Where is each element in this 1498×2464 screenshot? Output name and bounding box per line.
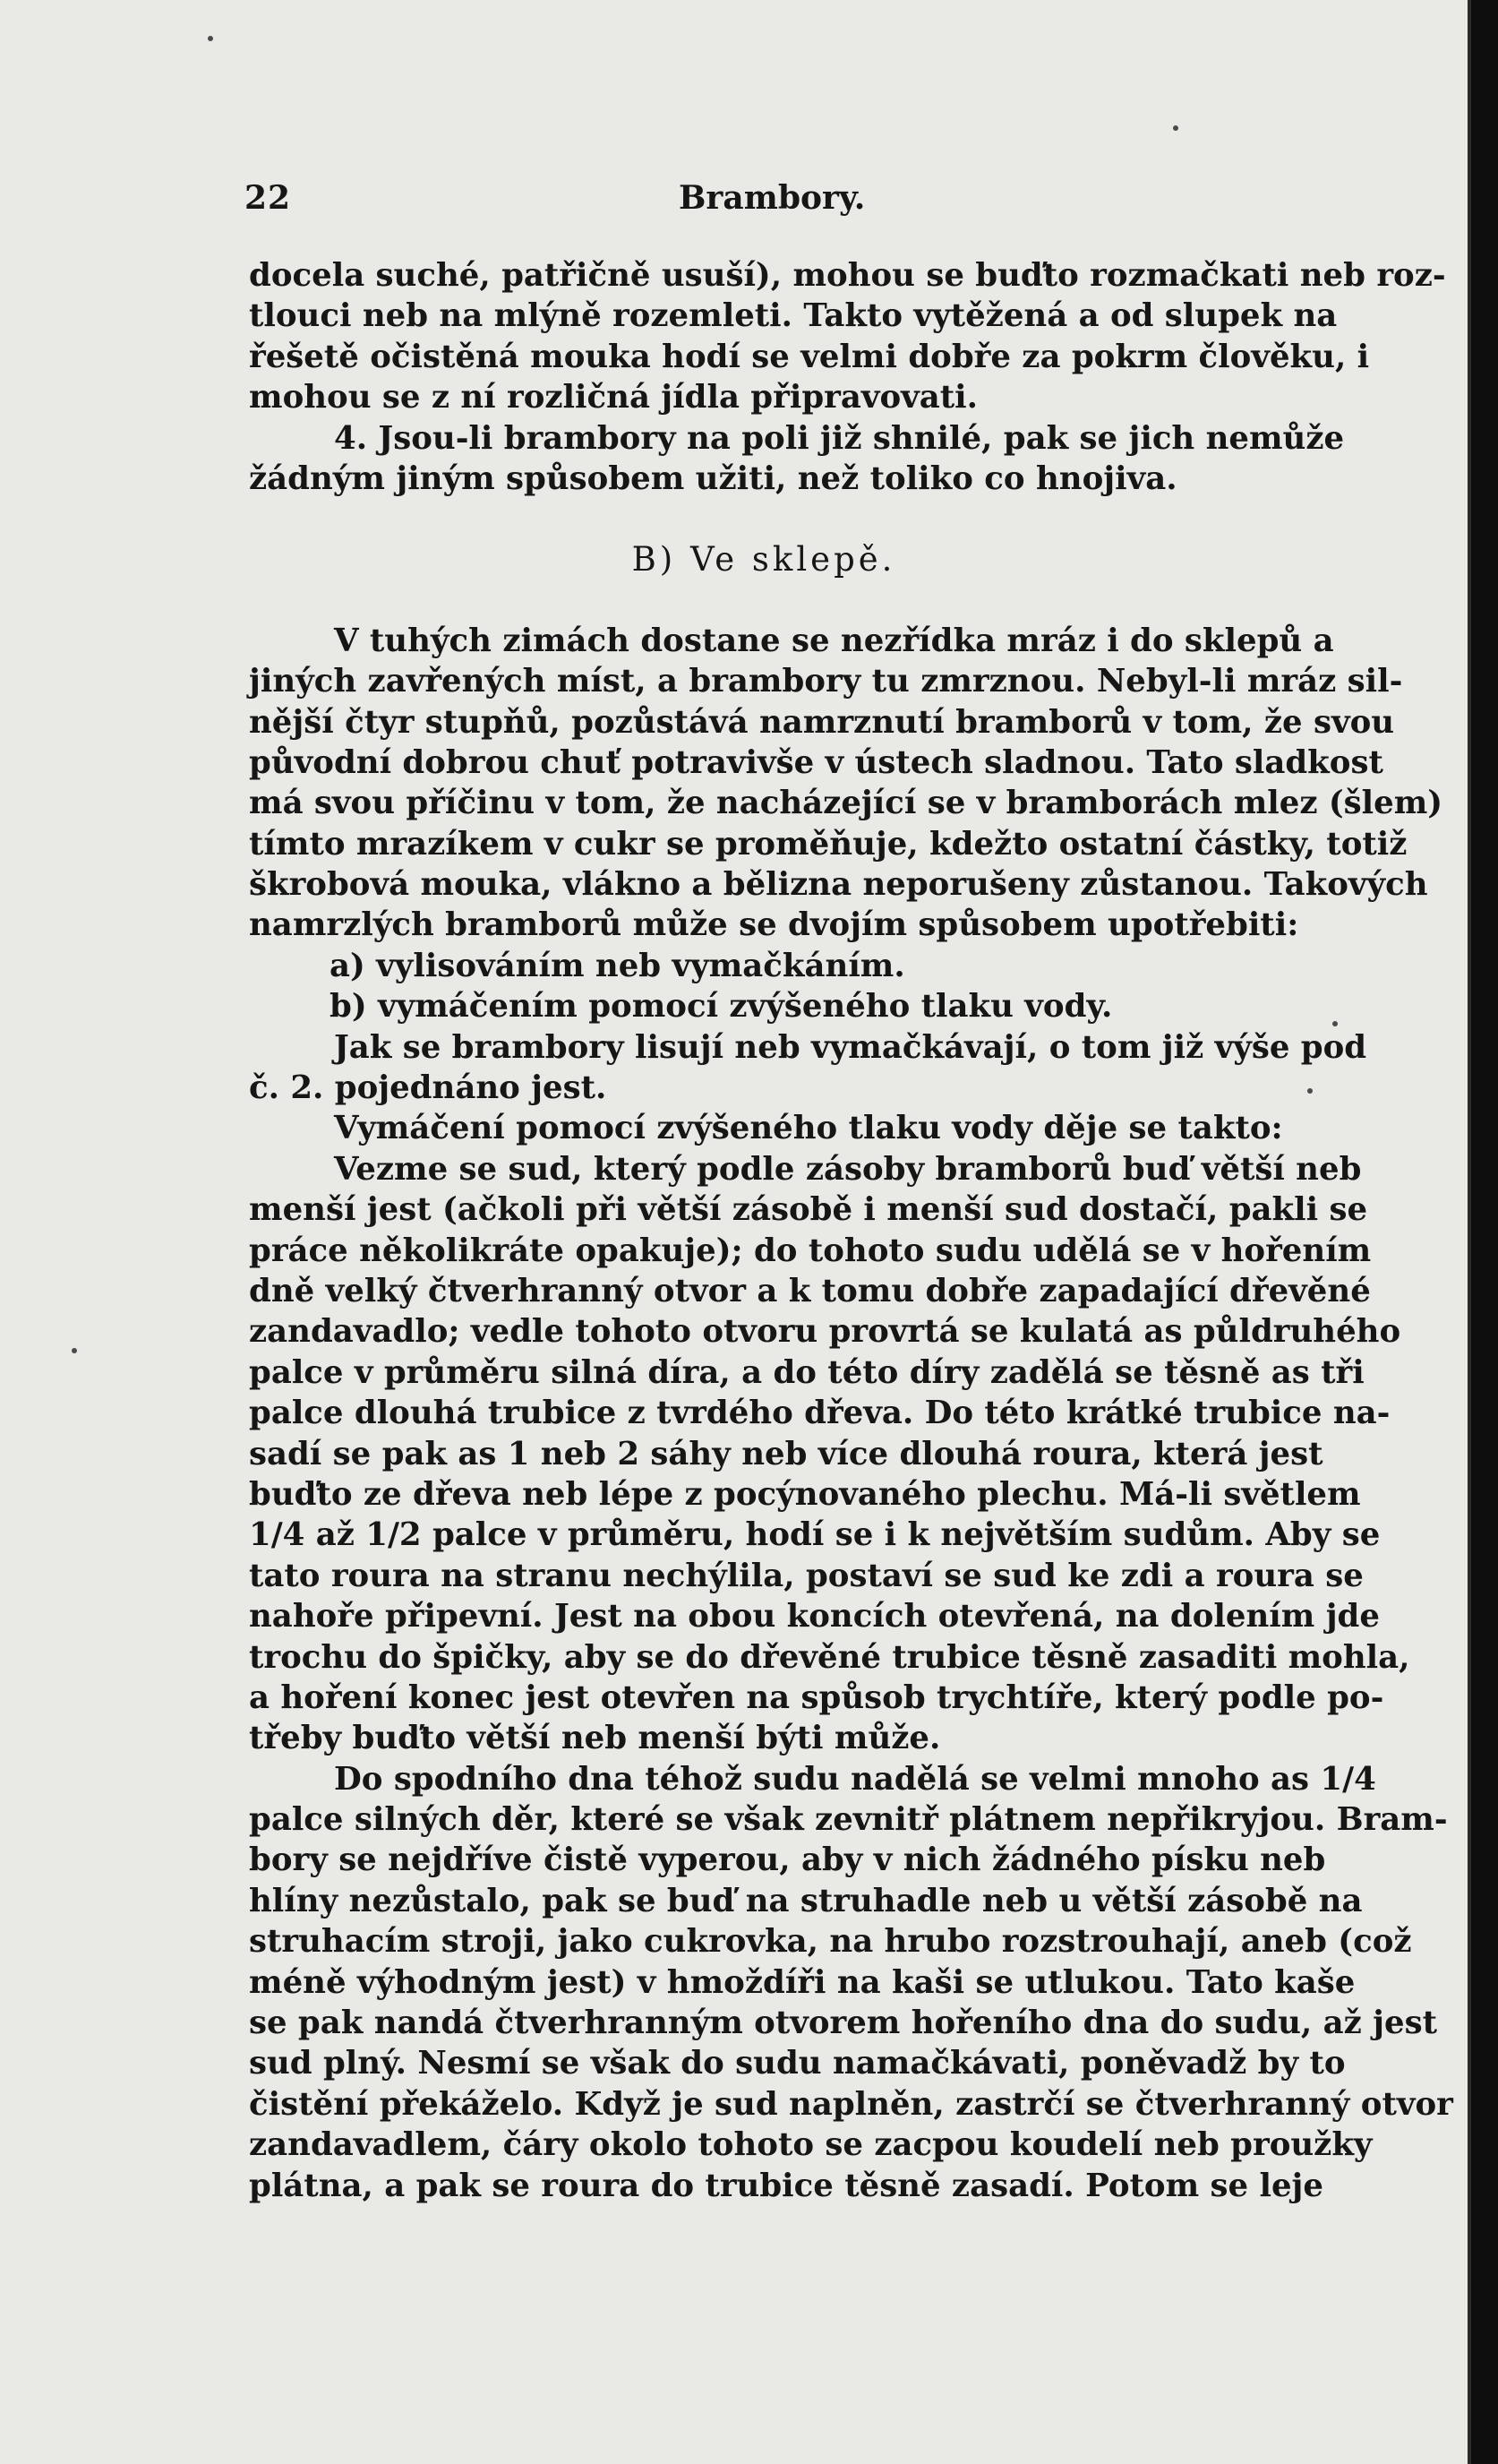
text-line: řešetě očistěná mouka hodí se velmi dobře za pokrm člověku, i — [249, 338, 1370, 375]
text-line: palce v průměru silná díra, a do této díry zadělá se těsně as tři — [249, 1353, 1365, 1391]
text-line: třeby buďto větší neb menší býti může. — [249, 1720, 941, 1757]
text-line: zandavadlo; vedle tohoto otvoru provrtá se kulatá as půldruhého — [249, 1313, 1401, 1351]
text-line: namrzlých bramborů může se dvojím spůsobem upotřebiti: — [249, 906, 1299, 944]
text-line: mohou se z ní rozličná jídla připravovati. — [249, 379, 979, 416]
running-title: Brambory. — [679, 179, 866, 217]
text-line: méně výhodným jest) v hmoždíři na kaši se utlukou. Tato kaše — [249, 1963, 1356, 2001]
section-heading: B) Ve sklepě. — [631, 540, 896, 580]
text-line: struhacím stroji, jako cukrovka, na hrubo rozstrouhají, aneb (což — [249, 1923, 1412, 1961]
text-line: nahoře připevní. Jest na obou koncích otevřená, na dolením jde — [249, 1598, 1380, 1636]
text-line: bory se nejdříve čistě vyperou, aby v nich žádného písku neb — [249, 1842, 1326, 1879]
text-line: dně velký čtverhranný otvor a k tomu dobře zapadající dřevěné — [249, 1272, 1371, 1309]
paper-speck — [1173, 125, 1178, 131]
text-line: původní dobrou chuť potravivše v ústech sladnou. Tato sladkost — [249, 743, 1383, 781]
text-line: palce dlouhá trubice z tvrdého dřeva. Do této krátké trubice na- — [249, 1395, 1391, 1432]
text-line: a hoření konec jest otevřen na spůsob trychtíře, který podle po- — [249, 1678, 1384, 1716]
text-line: trochu do špičky, aby se do dřevěné trubice těsně zasaditi mohla, — [249, 1638, 1410, 1676]
text-line: má svou příčinu v tom, že nacházející se v bramborách mlez (šlem) — [249, 785, 1443, 822]
paragraph-start: Do spodního dna téhož sudu nadělá se velmi mnoho as 1/4 — [334, 1760, 1376, 1798]
text-line: hlíny nezůstalo, pak se buď na struhadle neb u větší zásobě na — [249, 1882, 1363, 1919]
text-line: sud plný. Nesmí se však do sudu namačkávati, poněvadž by to — [249, 2045, 1346, 2082]
text-line: tato roura na stranu nechýlila, postaví se sud ke zdi a roura se — [249, 1557, 1364, 1594]
paragraph-start: Vezme se sud, který podle zásoby bramborů buď větší neb — [334, 1150, 1362, 1188]
text-line: plátna, a pak se roura do trubice těsně zasadí. Potom se leje — [249, 2167, 1323, 2204]
list-item-a: a) vylisováním neb vymačkáním. — [330, 947, 905, 984]
paragraph-start: Jak se brambory lisují neb vymačkávají, o tom již výše pod — [334, 1028, 1367, 1066]
text-line: palce silných děr, které se však zevnitř plátnem nepřikryjou. Bram- — [249, 1801, 1448, 1839]
paragraph-start: Vymáčení pomocí zvýšeného tlaku vody děje se takto: — [334, 1110, 1283, 1147]
spacer — [249, 499, 1279, 539]
running-header — [244, 179, 1283, 224]
text-line: práce několikráte opakuje); do tohoto sudu udělá se v hořením — [249, 1232, 1372, 1269]
scan-border — [1471, 0, 1498, 2464]
text-line: menší jest (ačkoli při větší zásobě i menší sud dostačí, pakli se — [249, 1191, 1368, 1229]
text-line: buďto ze dřeva neb lépe z pocýnovaného plechu. Má-li světlem — [249, 1475, 1361, 1513]
text-line: škrobová mouka, vlákno a bělizna neporušeny zůstanou. Takových — [249, 866, 1428, 904]
text-line: nější čtyr stupňů, pozůstává namrznutí bramborů v tom, že svou — [249, 703, 1395, 741]
body-text — [249, 255, 1453, 2206]
list-item-b: b) vymáčením pomocí zvýšeného tlaku vody. — [330, 988, 1113, 1026]
numbered-paragraph: 4. Jsou-li brambory na poli již shnilé, pak se jich nemůže — [334, 419, 1345, 457]
text-line: čistění překáželo. Když je sud naplněn, zastrčí se čtverhranný otvor — [249, 2085, 1453, 2123]
paper-speck — [1307, 1088, 1313, 1094]
paper-speck — [1332, 1021, 1338, 1026]
text-line: se pak nandá čtverhranným otvorem hořeního dna do sudu, až jest — [249, 2005, 1437, 2042]
text-line: docela suché, patřičně usuší), mohou se buďto rozmačkati neb roz- — [249, 257, 1446, 294]
text-line: sadí se pak as 1 neb 2 sáhy neb více dlouhá roura, která jest — [249, 1435, 1323, 1472]
text-line: tímto mrazíkem v cukr se proměňuje, kdežto ostatní částky, totiž — [249, 825, 1408, 863]
paper-speck — [208, 36, 213, 41]
paper-speck — [72, 1348, 77, 1353]
text-line: tlouci neb na mlýně rozemleti. Takto vytěžená a od slupek na — [249, 297, 1338, 335]
paragraph-start: V tuhých zimách dostane se nezřídka mráz i do sklepů a — [334, 622, 1334, 659]
text-line: zandavadlem, čáry okolo tohoto se zacpou koudelí neb proužky — [249, 2126, 1373, 2164]
text-line: 1/4 až 1/2 palce v průměru, hodí se i k největším sudům. Aby se — [249, 1516, 1381, 1554]
text-line: č. 2. pojednáno jest. — [249, 1069, 607, 1107]
text-line: jiných zavřených míst, a brambory tu zmrznou. Nebyl-li mráz sil- — [249, 663, 1403, 700]
text-line: žádným jiným spůsobem užiti, než toliko co hnojiva. — [249, 459, 1177, 497]
page-number: 22 — [244, 179, 292, 217]
spacer — [249, 580, 1279, 621]
